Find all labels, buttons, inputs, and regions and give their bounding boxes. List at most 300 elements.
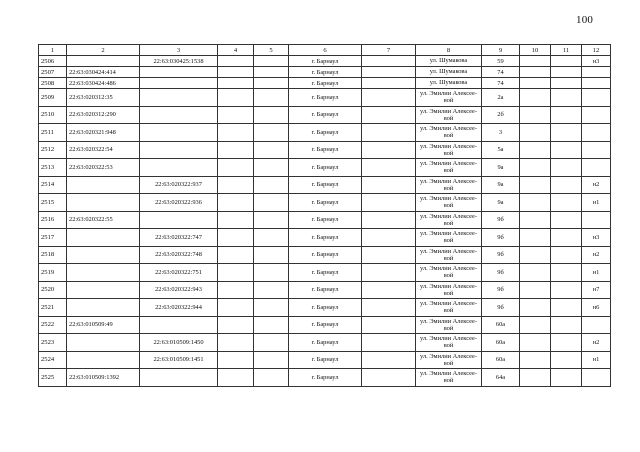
empty-cell-col7 xyxy=(362,176,416,194)
cadastral-number-cell xyxy=(67,351,140,369)
street-cell xyxy=(416,159,482,177)
premise-cadastral-cell: 22:63:020322:936 xyxy=(140,194,218,212)
house-number-cell: 2б xyxy=(482,106,520,124)
empty-cell-col11 xyxy=(551,316,582,334)
row-number-cell: 2509 xyxy=(39,89,67,107)
table-row xyxy=(39,159,611,177)
street-line: ул. Эмилии Алексее- xyxy=(420,370,477,378)
empty-cell-col7 xyxy=(362,56,416,67)
house-number-cell: 60а xyxy=(482,334,520,352)
empty-cell-col7 xyxy=(362,141,416,159)
street-line: вой xyxy=(443,202,454,210)
street-line: ул. Эмилии Алексее- xyxy=(420,142,477,150)
row-number-cell: 2514 xyxy=(39,176,67,194)
city-cell: г. Барнаул xyxy=(289,246,362,264)
empty-cell-col10 xyxy=(520,369,551,387)
premise-number-cell: н6 xyxy=(582,299,611,317)
cadastral-number-cell: 22:63:030424:414 xyxy=(67,67,140,78)
table-row xyxy=(39,351,611,369)
row-number-cell: 2506 xyxy=(39,56,67,67)
street-line: ул. Шумакова xyxy=(429,57,468,65)
premise-cadastral-cell: 22:63:020322:944 xyxy=(140,299,218,317)
empty-cell-col10 xyxy=(520,176,551,194)
empty-cell-col10 xyxy=(520,194,551,212)
premise-number-cell: н1 xyxy=(582,264,611,282)
empty-cell-col5 xyxy=(254,106,289,124)
row-number-cell: 2524 xyxy=(39,351,67,369)
empty-cell-col4 xyxy=(218,78,254,89)
empty-cell-col7 xyxy=(362,316,416,334)
city-cell: г. Барнаул xyxy=(289,369,362,387)
empty-cell-col10 xyxy=(520,89,551,107)
city-cell: г. Барнаул xyxy=(289,351,362,369)
street-cell xyxy=(416,124,482,142)
row-number-cell: 2516 xyxy=(39,211,67,229)
header-cell-7: 7 xyxy=(362,45,416,56)
premise-number-cell: н3 xyxy=(582,56,611,67)
header-cell-12: 12 xyxy=(582,45,611,56)
cadastral-number-cell: 22:63:020312:35 xyxy=(67,89,140,107)
empty-cell-col5 xyxy=(254,78,289,89)
header-cell-11: 11 xyxy=(551,45,582,56)
empty-cell-col11 xyxy=(551,369,582,387)
house-number-cell: 2а xyxy=(482,89,520,107)
table-row xyxy=(39,56,611,67)
empty-cell-col5 xyxy=(254,264,289,282)
empty-cell-col11 xyxy=(551,176,582,194)
street-line: вой xyxy=(443,149,454,157)
empty-cell-col5 xyxy=(254,124,289,142)
empty-cell-col4 xyxy=(218,159,254,177)
premise-number-cell xyxy=(582,106,611,124)
empty-cell-col11 xyxy=(551,141,582,159)
premise-cadastral-cell: 22:63:020322:937 xyxy=(140,176,218,194)
empty-cell-col4 xyxy=(218,106,254,124)
street-cell xyxy=(416,211,482,229)
empty-cell-col5 xyxy=(254,211,289,229)
premise-cadastral-cell: 22:63:010509:1450 xyxy=(140,334,218,352)
row-number-cell: 2521 xyxy=(39,299,67,317)
house-number-cell: 9а xyxy=(482,159,520,177)
empty-cell-col11 xyxy=(551,194,582,212)
table-row xyxy=(39,246,611,264)
street-line: ул. Эмилии Алексее- xyxy=(420,160,477,168)
premise-number-cell xyxy=(582,141,611,159)
premise-number-cell xyxy=(582,78,611,89)
empty-cell-col5 xyxy=(254,89,289,107)
street-line: ул. Эмилии Алексее- xyxy=(420,317,477,325)
street-line: вой xyxy=(443,254,454,262)
empty-cell-col10 xyxy=(520,299,551,317)
city-cell: г. Барнаул xyxy=(289,334,362,352)
empty-cell-col5 xyxy=(254,334,289,352)
premise-cadastral-cell xyxy=(140,159,218,177)
empty-cell-col10 xyxy=(520,106,551,124)
city-cell: г. Барнаул xyxy=(289,56,362,67)
street-line: вой xyxy=(443,97,454,105)
city-cell: г. Барнаул xyxy=(289,67,362,78)
row-number-cell: 2519 xyxy=(39,264,67,282)
street-line: вой xyxy=(443,272,454,280)
empty-cell-col4 xyxy=(218,369,254,387)
street-line: ул. Шумакова xyxy=(429,68,468,76)
table-row xyxy=(39,281,611,299)
street-cell xyxy=(416,106,482,124)
empty-cell-col7 xyxy=(362,369,416,387)
row-number-cell: 2518 xyxy=(39,246,67,264)
house-number-cell: 5а xyxy=(482,141,520,159)
street-line: ул. Эмилии Алексее- xyxy=(420,265,477,273)
street-line: ул. Эмилии Алексее- xyxy=(420,107,477,115)
street-line: вой xyxy=(443,324,454,332)
empty-cell-col4 xyxy=(218,176,254,194)
empty-cell-col10 xyxy=(520,56,551,67)
empty-cell-col7 xyxy=(362,67,416,78)
city-cell: г. Барнаул xyxy=(289,78,362,89)
premise-cadastral-cell xyxy=(140,369,218,387)
empty-cell-col4 xyxy=(218,124,254,142)
street-line: ул. Эмилии Алексее- xyxy=(420,247,477,255)
house-number-cell: 9б xyxy=(482,211,520,229)
cadastral-number-cell xyxy=(67,334,140,352)
city-cell: г. Барнаул xyxy=(289,159,362,177)
row-number-cell: 2522 xyxy=(39,316,67,334)
street-line: ул. Эмилии Алексее- xyxy=(420,282,477,290)
empty-cell-col10 xyxy=(520,211,551,229)
header-cell-3: 3 xyxy=(140,45,218,56)
empty-cell-col10 xyxy=(520,334,551,352)
table-body xyxy=(39,45,611,387)
empty-cell-col10 xyxy=(520,264,551,282)
empty-cell-col5 xyxy=(254,246,289,264)
empty-cell-col11 xyxy=(551,67,582,78)
street-line: ул. Эмилии Алексее- xyxy=(420,125,477,133)
house-number-cell: 64а xyxy=(482,369,520,387)
empty-cell-col7 xyxy=(362,194,416,212)
table-row xyxy=(39,334,611,352)
cadastral-number-cell xyxy=(67,194,140,212)
table-row xyxy=(39,176,611,194)
empty-cell-col4 xyxy=(218,334,254,352)
premise-cadastral-cell: 22:63:020322:751 xyxy=(140,264,218,282)
city-cell: г. Барнаул xyxy=(289,229,362,247)
premise-cadastral-cell xyxy=(140,78,218,89)
city-cell: г. Барнаул xyxy=(289,141,362,159)
empty-cell-col5 xyxy=(254,67,289,78)
header-row xyxy=(39,45,611,56)
empty-cell-col5 xyxy=(254,141,289,159)
empty-cell-col4 xyxy=(218,264,254,282)
row-number-cell: 2515 xyxy=(39,194,67,212)
header-cell-9: 9 xyxy=(482,45,520,56)
row-number-cell: 2511 xyxy=(39,124,67,142)
header-cell-1: 1 xyxy=(39,45,67,56)
street-line: вой xyxy=(443,307,454,315)
table-row xyxy=(39,211,611,229)
premise-cadastral-cell: 22:63:030425:1538 xyxy=(140,56,218,67)
header-cell-10: 10 xyxy=(520,45,551,56)
header-cell-2: 2 xyxy=(67,45,140,56)
empty-cell-col10 xyxy=(520,246,551,264)
premise-number-cell: н2 xyxy=(582,246,611,264)
cadastral-number-cell xyxy=(67,229,140,247)
cadastral-number-cell: 22:63:020322:54 xyxy=(67,141,140,159)
empty-cell-col11 xyxy=(551,229,582,247)
row-number-cell: 2523 xyxy=(39,334,67,352)
table-row xyxy=(39,194,611,212)
premise-number-cell xyxy=(582,159,611,177)
row-number-cell: 2517 xyxy=(39,229,67,247)
empty-cell-col5 xyxy=(254,316,289,334)
cadastral-number-cell xyxy=(67,264,140,282)
premise-number-cell: н2 xyxy=(582,334,611,352)
city-cell: г. Барнаул xyxy=(289,264,362,282)
empty-cell-col4 xyxy=(218,211,254,229)
house-number-cell: 74 xyxy=(482,78,520,89)
house-number-cell: 9б xyxy=(482,246,520,264)
premise-number-cell: н7 xyxy=(582,281,611,299)
house-number-cell: 9б xyxy=(482,229,520,247)
street-line: ул. Шумакова xyxy=(429,79,468,87)
street-line: вой xyxy=(443,342,454,350)
street-line: вой xyxy=(443,114,454,122)
header-cell-6: 6 xyxy=(289,45,362,56)
table-row xyxy=(39,141,611,159)
street-cell xyxy=(416,141,482,159)
row-number-cell: 2507 xyxy=(39,67,67,78)
city-cell: г. Барнаул xyxy=(289,124,362,142)
table-row xyxy=(39,78,611,89)
premise-number-cell xyxy=(582,89,611,107)
empty-cell-col10 xyxy=(520,351,551,369)
street-line: ул. Эмилии Алексее- xyxy=(420,177,477,185)
city-cell: г. Барнаул xyxy=(289,316,362,334)
premise-cadastral-cell xyxy=(140,124,218,142)
house-number-cell: 9б xyxy=(482,264,520,282)
cadastral-number-cell xyxy=(67,246,140,264)
premise-number-cell: н2 xyxy=(582,176,611,194)
premise-cadastral-cell xyxy=(140,106,218,124)
row-number-cell: 2510 xyxy=(39,106,67,124)
empty-cell-col10 xyxy=(520,67,551,78)
street-line: ул. Эмилии Алексее- xyxy=(420,195,477,203)
empty-cell-col4 xyxy=(218,299,254,317)
house-number-cell: 9б xyxy=(482,299,520,317)
empty-cell-col4 xyxy=(218,316,254,334)
table-row xyxy=(39,67,611,78)
premise-cadastral-cell: 22:63:020322:748 xyxy=(140,246,218,264)
empty-cell-col5 xyxy=(254,351,289,369)
row-number-cell: 2508 xyxy=(39,78,67,89)
empty-cell-col5 xyxy=(254,56,289,67)
cadastral-number-cell: 22:63:010509:1392 xyxy=(67,369,140,387)
empty-cell-col5 xyxy=(254,299,289,317)
street-line: вой xyxy=(443,167,454,175)
table-row xyxy=(39,89,611,107)
empty-cell-col4 xyxy=(218,246,254,264)
empty-cell-col4 xyxy=(218,351,254,369)
table-row xyxy=(39,264,611,282)
empty-cell-col5 xyxy=(254,159,289,177)
street-line: вой xyxy=(443,289,454,297)
premise-cadastral-cell xyxy=(140,316,218,334)
registry-table xyxy=(38,44,611,387)
empty-cell-col11 xyxy=(551,159,582,177)
city-cell: г. Барнаул xyxy=(289,194,362,212)
empty-cell-col5 xyxy=(254,194,289,212)
cadastral-number-cell xyxy=(67,56,140,67)
empty-cell-col7 xyxy=(362,351,416,369)
premise-cadastral-cell xyxy=(140,141,218,159)
house-number-cell: 60а xyxy=(482,316,520,334)
empty-cell-col11 xyxy=(551,56,582,67)
street-cell xyxy=(416,316,482,334)
cadastral-number-cell: 22:63:020322:53 xyxy=(67,159,140,177)
header-cell-4: 4 xyxy=(218,45,254,56)
premise-cadastral-cell xyxy=(140,67,218,78)
cadastral-number-cell xyxy=(67,281,140,299)
empty-cell-col7 xyxy=(362,281,416,299)
table-row xyxy=(39,369,611,387)
premise-number-cell: н1 xyxy=(582,351,611,369)
table-row xyxy=(39,316,611,334)
table-row xyxy=(39,106,611,124)
street-cell xyxy=(416,351,482,369)
empty-cell-col4 xyxy=(218,229,254,247)
empty-cell-col4 xyxy=(218,141,254,159)
premise-number-cell: н1 xyxy=(582,194,611,212)
empty-cell-col4 xyxy=(218,194,254,212)
street-line: ул. Эмилии Алексее- xyxy=(420,335,477,343)
page-number: 100 xyxy=(576,14,594,26)
house-number-cell: 74 xyxy=(482,67,520,78)
cadastral-number-cell: 22:63:020322:55 xyxy=(67,211,140,229)
street-line: ул. Эмилии Алексее- xyxy=(420,300,477,308)
street-cell xyxy=(416,67,482,78)
premise-cadastral-cell: 22:63:020322:943 xyxy=(140,281,218,299)
cadastral-number-cell: 22:63:020312:290 xyxy=(67,106,140,124)
table-row xyxy=(39,299,611,317)
table-row xyxy=(39,229,611,247)
empty-cell-col10 xyxy=(520,124,551,142)
premise-cadastral-cell: 22:63:020322:747 xyxy=(140,229,218,247)
empty-cell-col11 xyxy=(551,264,582,282)
city-cell: г. Барнаул xyxy=(289,211,362,229)
empty-cell-col7 xyxy=(362,264,416,282)
row-number-cell: 2520 xyxy=(39,281,67,299)
city-cell: г. Барнаул xyxy=(289,106,362,124)
street-line: вой xyxy=(443,377,454,385)
street-cell xyxy=(416,334,482,352)
empty-cell-col11 xyxy=(551,211,582,229)
city-cell: г. Барнаул xyxy=(289,281,362,299)
street-line: вой xyxy=(443,219,454,227)
row-number-cell: 2513 xyxy=(39,159,67,177)
empty-cell-col4 xyxy=(218,89,254,107)
empty-cell-col7 xyxy=(362,299,416,317)
street-line: ул. Эмилии Алексее- xyxy=(420,90,477,98)
empty-cell-col11 xyxy=(551,299,582,317)
empty-cell-col10 xyxy=(520,78,551,89)
cadastral-number-cell xyxy=(67,176,140,194)
street-cell xyxy=(416,89,482,107)
empty-cell-col7 xyxy=(362,106,416,124)
house-number-cell: 59 xyxy=(482,56,520,67)
empty-cell-col11 xyxy=(551,78,582,89)
empty-cell-col5 xyxy=(254,229,289,247)
empty-cell-col11 xyxy=(551,334,582,352)
table-row xyxy=(39,124,611,142)
header-cell-8: 8 xyxy=(416,45,482,56)
street-cell xyxy=(416,176,482,194)
empty-cell-col11 xyxy=(551,351,582,369)
street-line: ул. Эмилии Алексее- xyxy=(420,212,477,220)
city-cell: г. Барнаул xyxy=(289,176,362,194)
empty-cell-col5 xyxy=(254,281,289,299)
street-cell xyxy=(416,281,482,299)
house-number-cell: 9а xyxy=(482,194,520,212)
premise-number-cell xyxy=(582,211,611,229)
empty-cell-col7 xyxy=(362,159,416,177)
street-cell xyxy=(416,229,482,247)
premise-number-cell xyxy=(582,124,611,142)
street-cell xyxy=(416,264,482,282)
street-cell xyxy=(416,299,482,317)
empty-cell-col5 xyxy=(254,369,289,387)
premise-number-cell xyxy=(582,369,611,387)
empty-cell-col7 xyxy=(362,334,416,352)
empty-cell-col7 xyxy=(362,124,416,142)
cadastral-number-cell xyxy=(67,299,140,317)
empty-cell-col7 xyxy=(362,229,416,247)
street-cell xyxy=(416,78,482,89)
street-line: вой xyxy=(443,132,454,140)
cadastral-number-cell: 22:63:010509:49 xyxy=(67,316,140,334)
street-line: ул. Эмилии Алексее- xyxy=(420,230,477,238)
empty-cell-col11 xyxy=(551,89,582,107)
city-cell: г. Барнаул xyxy=(289,89,362,107)
premise-number-cell xyxy=(582,316,611,334)
street-line: ул. Эмилии Алексее- xyxy=(420,352,477,360)
header-cell-5: 5 xyxy=(254,45,289,56)
empty-cell-col4 xyxy=(218,281,254,299)
street-cell xyxy=(416,56,482,67)
house-number-cell: 60а xyxy=(482,351,520,369)
premise-number-cell: н3 xyxy=(582,229,611,247)
street-line: вой xyxy=(443,184,454,192)
cadastral-number-cell: 22:63:020321:948 xyxy=(67,124,140,142)
empty-cell-col11 xyxy=(551,246,582,264)
empty-cell-col11 xyxy=(551,124,582,142)
street-line: вой xyxy=(443,359,454,367)
house-number-cell: 3 xyxy=(482,124,520,142)
empty-cell-col10 xyxy=(520,159,551,177)
premise-cadastral-cell xyxy=(140,89,218,107)
empty-cell-col10 xyxy=(520,141,551,159)
empty-cell-col7 xyxy=(362,246,416,264)
empty-cell-col11 xyxy=(551,106,582,124)
premise-number-cell xyxy=(582,67,611,78)
empty-cell-col4 xyxy=(218,67,254,78)
empty-cell-col7 xyxy=(362,89,416,107)
street-cell xyxy=(416,246,482,264)
empty-cell-col11 xyxy=(551,281,582,299)
empty-cell-col10 xyxy=(520,281,551,299)
street-cell xyxy=(416,369,482,387)
street-line: вой xyxy=(443,237,454,245)
empty-cell-col4 xyxy=(218,56,254,67)
empty-cell-col7 xyxy=(362,78,416,89)
